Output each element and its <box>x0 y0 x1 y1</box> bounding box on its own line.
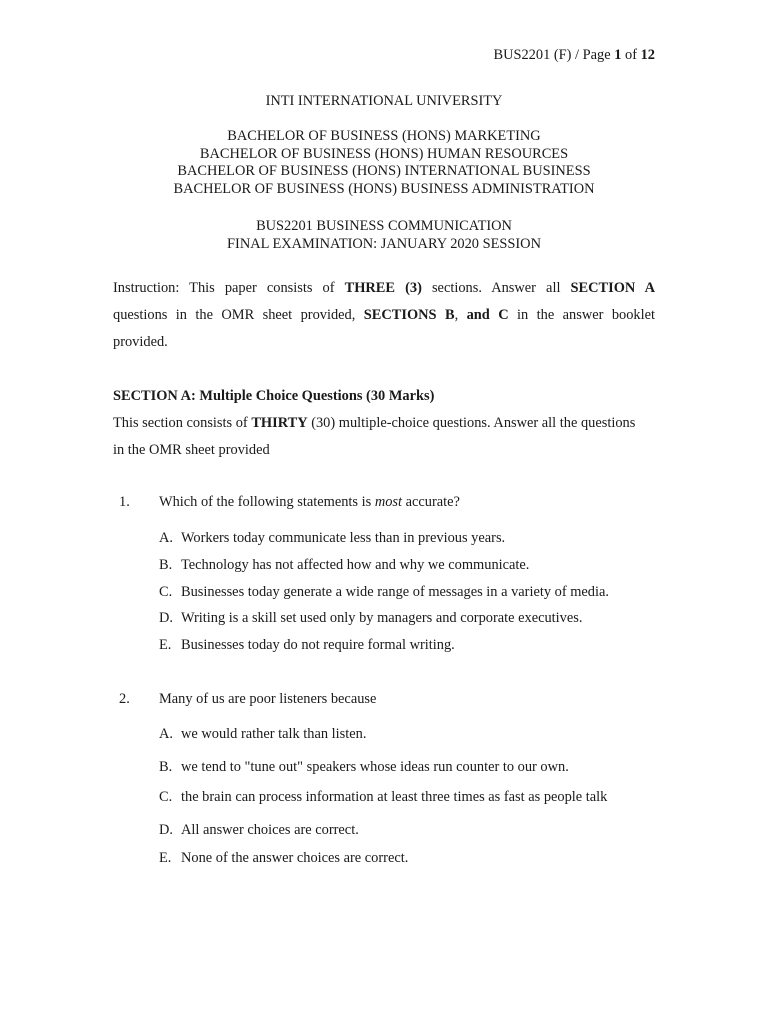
header-course-code: BUS2201 (F) / Page <box>493 47 615 63</box>
question-text: Many of us are poor listeners because <box>159 691 377 707</box>
option-letter: C. <box>159 789 173 805</box>
programme-line: BACHELOR OF BUSINESS (HONS) HUMAN RESOURCES <box>199 145 569 162</box>
option-letter: B. <box>159 557 173 573</box>
question-number: 1. <box>119 494 130 510</box>
instruction-line-1: Instruction: This paper consists of THREE (3) sections. Answer all SECTION A <box>113 280 655 296</box>
programme-line: BACHELOR OF BUSINESS (HONS) BUSINESS ADMINISTRATION <box>173 180 595 197</box>
university-name: INTI INTERNATIONAL UNIVERSITY <box>265 93 503 109</box>
question-text: Which of the following statements is most accurate? <box>159 494 460 510</box>
option-letter: E. <box>159 637 172 653</box>
section-a-description-line-2: in the OMR sheet provided <box>113 442 270 458</box>
option-text: All answer choices are correct. <box>181 822 359 838</box>
option-text: None of the answer choices are correct. <box>181 850 409 866</box>
programme-line: BACHELOR OF BUSINESS (HONS) INTERNATIONAL BUSINESS <box>177 163 591 179</box>
option-letter: E. <box>159 850 172 866</box>
option-letter: C. <box>159 584 173 600</box>
option-text: Businesses today do not require formal writing. <box>181 637 455 653</box>
option-text: we would rather talk than listen. <box>181 726 367 742</box>
question-number: 2. <box>119 691 130 707</box>
option-text: we tend to "tune out" speakers whose ideas run counter to our own. <box>181 759 569 775</box>
option-text: Workers today communicate less than in previous years. <box>181 530 506 546</box>
course-block <box>0 218 768 253</box>
option-letter: B. <box>159 759 173 775</box>
section-a-heading: SECTION A: Multiple Choice Questions (30 Marks) <box>113 388 435 404</box>
exam-session: FINAL EXAMINATION: JANUARY 2020 SESSION <box>227 235 541 252</box>
option-letter: A. <box>159 530 173 546</box>
option-letter: D. <box>159 610 173 626</box>
page-header <box>493 47 655 64</box>
option-text: Writing is a skill set used only by managers and corporate executives. <box>181 610 583 626</box>
section-a-description-line-1: This section consists of THIRTY (30) multiple-choice questions. Answer all the questions <box>113 415 636 431</box>
instruction-line-3: provided. <box>113 334 168 350</box>
option-letter: D. <box>159 822 173 838</box>
programme-line: BACHELOR OF BUSINESS (HONS) MARKETING <box>227 128 541 144</box>
option-text: the brain can process information at least three times as fast as people talk <box>181 789 608 805</box>
header-page-current: 1 <box>614 47 622 63</box>
instruction-line-2: questions in the OMR sheet provided, SECTIONS B, and C in the answer booklet <box>113 307 655 323</box>
header-page-total: 12 <box>640 47 655 63</box>
option-letter: A. <box>159 726 173 742</box>
course-title: BUS2201 BUSINESS COMMUNICATION <box>256 218 512 234</box>
programme-list <box>0 128 768 198</box>
header-page-of: of <box>621 47 641 63</box>
option-text: Businesses today generate a wide range of messages in a variety of media. <box>181 584 609 600</box>
option-text: Technology has not affected how and why we communicate. <box>181 557 530 573</box>
